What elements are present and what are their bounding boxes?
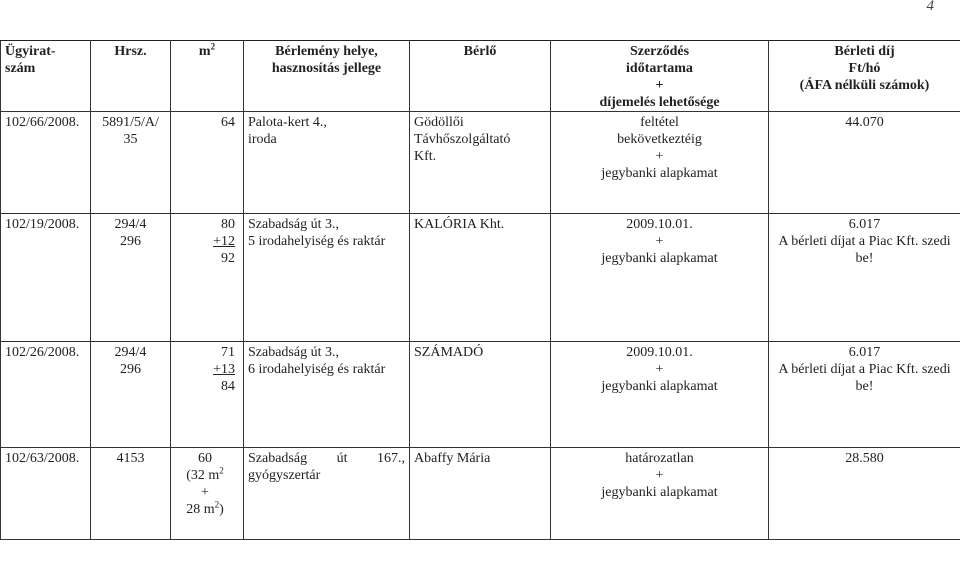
header-row xyxy=(1,41,960,112)
cell-ugyirat: 102/66/2008. xyxy=(1,112,91,214)
header-hrsz: Hrsz. xyxy=(91,41,171,112)
table-row xyxy=(1,342,960,448)
header-contract: Szerződés időtartama + díjemelés lehetősége xyxy=(551,41,769,112)
place-justified-line: Szabadság út 167., xyxy=(248,451,405,466)
cell-hrsz: 5891/5/A/ 35 xyxy=(91,112,171,214)
cell-area: 64 xyxy=(171,112,244,214)
cell-contract: 2009.10.01. + jegybanki alapkamat xyxy=(551,214,769,342)
cell-contract: 2009.10.01. + jegybanki alapkamat xyxy=(551,342,769,448)
cell-ugyirat: 102/63/2008. xyxy=(1,448,91,540)
cell-tenant: SZÁMADÓ xyxy=(410,342,551,448)
cell-area: 80 +12 92 xyxy=(171,214,244,342)
cell-fee: 44.070 xyxy=(769,112,960,214)
cell-contract: feltétel bekövetkeztéig + jegybanki alapkamat xyxy=(551,112,769,214)
cell-tenant: KALÓRIA Kht. xyxy=(410,214,551,342)
cell-ugyirat: 102/19/2008. xyxy=(1,214,91,342)
header-tenant: Bérlő xyxy=(410,41,551,112)
header-ugyirat: Ügyirat- szám xyxy=(1,41,91,112)
table-row xyxy=(1,448,960,540)
cell-fee: 6.017 A bérleti díjat a Piac Kft. szedi be! xyxy=(769,342,960,448)
cell-place: Szabadság út 167., gyógyszertár xyxy=(244,448,410,540)
cell-tenant: Abaffy Mária xyxy=(410,448,551,540)
cell-ugyirat: 102/26/2008. xyxy=(1,342,91,448)
cell-hrsz: 294/4 296 xyxy=(91,214,171,342)
table-row xyxy=(1,112,960,214)
cell-place: Szabadság út 3., 6 irodahelyiség és raktár xyxy=(244,342,410,448)
cell-fee: 28.580 xyxy=(769,448,960,540)
cell-fee: 6.017 A bérleti díjat a Piac Kft. szedi be! xyxy=(769,214,960,342)
cell-tenant: Gödöllői Távhőszolgáltató Kft. xyxy=(410,112,551,214)
page-number: 4 xyxy=(926,0,934,14)
header-place: Bérlemény helye, hasznosítás jellege xyxy=(244,41,410,112)
lease-table-sheet xyxy=(0,40,960,564)
cell-area: 60 (32 $m^2$ + 28 $m^2$) xyxy=(171,448,244,540)
cell-contract: határozatlan + jegybanki alapkamat xyxy=(551,448,769,540)
lease-table xyxy=(0,40,960,540)
cell-place: Szabadság út 3., 5 irodahelyiség és raktár xyxy=(244,214,410,342)
header-fee: Bérleti díj Ft/hó (ÁFA nélküli számok) xyxy=(769,41,960,112)
cell-place: Palota-kert 4., iroda xyxy=(244,112,410,214)
header-area: $m^2$ xyxy=(171,41,244,112)
cell-area: 71 +13 84 xyxy=(171,342,244,448)
table-row xyxy=(1,214,960,342)
cell-hrsz: 294/4 296 xyxy=(91,342,171,448)
cell-hrsz: 4153 xyxy=(91,448,171,540)
